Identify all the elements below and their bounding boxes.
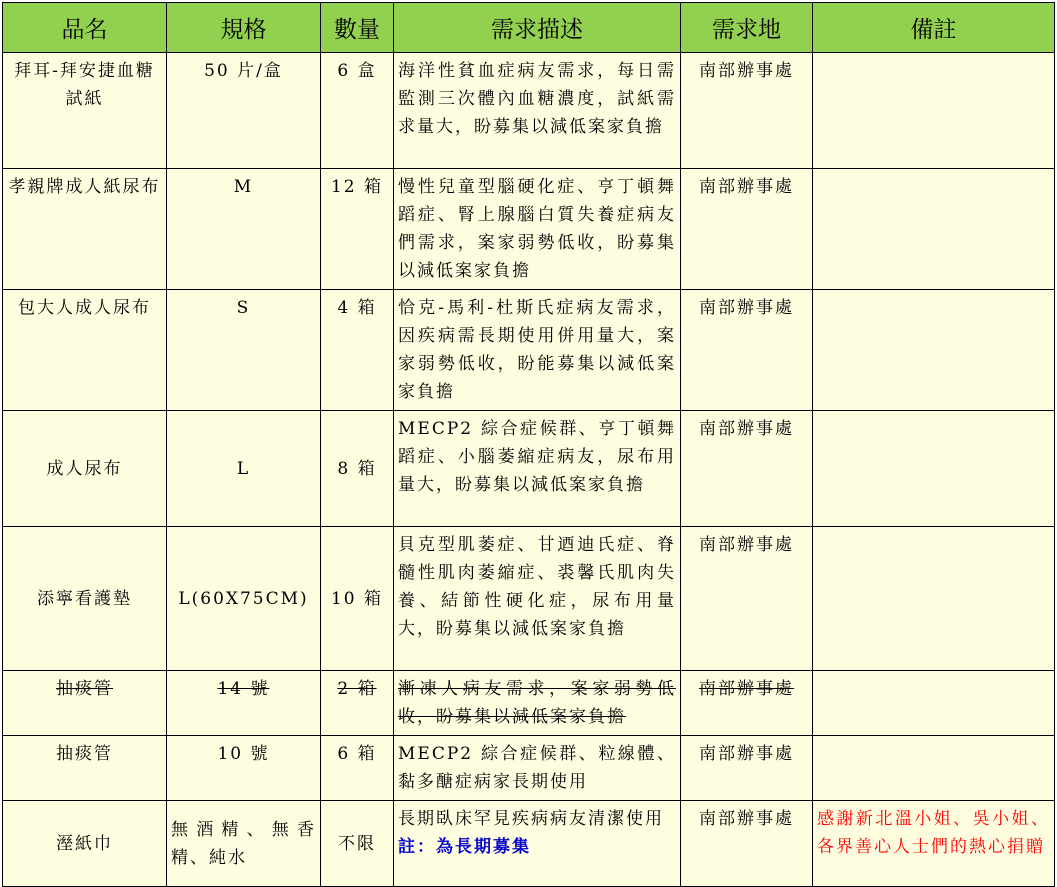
item-location: 南部辦事處 [681, 736, 813, 801]
item-desc: 海洋性貧血症病友需求，每日需監測三次體內血糖濃度，試紙需求量大，盼募集以減低案家負擔 [394, 53, 681, 169]
item-qty: 6 箱 [321, 736, 394, 801]
item-spec: M [167, 169, 321, 290]
item-location: 南部辦事處 [681, 290, 813, 411]
item-spec: 10 號 [167, 736, 321, 801]
table-row [3, 736, 1055, 801]
header-desc: 需求描述 [394, 3, 681, 53]
item-qty: 8 箱 [321, 411, 394, 527]
donation-needs-table [2, 2, 1055, 887]
table-row [3, 671, 1055, 736]
item-spec: 14 號 [167, 671, 321, 736]
long-term-note: 註：為長期募集 [398, 837, 531, 857]
item-name: 抽痰管 [3, 736, 167, 801]
item-location: 南部辦事處 [681, 169, 813, 290]
item-qty: 10 箱 [321, 527, 394, 671]
item-desc: 慢性兒童型腦硬化症、亨丁頓舞蹈症、腎上腺腦白質失養症病友們需求，案家弱勢低收，盼募集以減低案家負擔 [394, 169, 681, 290]
item-name: 拜耳-拜安捷血糖試紙 [3, 53, 167, 169]
table-row [3, 801, 1055, 887]
item-spec: 無酒精、無香精、純水 [167, 801, 321, 887]
header-location: 需求地 [681, 3, 813, 53]
item-location: 南部辦事處 [681, 527, 813, 671]
item-location: 南部辦事處 [681, 671, 813, 736]
item-spec: L(60X75CM) [167, 527, 321, 671]
item-remark [813, 169, 1055, 290]
table-row [3, 290, 1055, 411]
table-row [3, 527, 1055, 671]
table-row [3, 53, 1055, 169]
header-row [3, 3, 1055, 53]
item-remark [813, 53, 1055, 169]
item-location: 南部辦事處 [681, 801, 813, 887]
item-qty: 4 箱 [321, 290, 394, 411]
item-name: 抽痰管 [3, 671, 167, 736]
item-desc: 恰克-馬利-杜斯氏症病友需求，因疾病需長期使用併用量大，案家弱勢低收，盼能募集以減低案家負擔 [394, 290, 681, 411]
item-desc: 貝克型肌萎症、甘迺迪氏症、脊髓性肌肉萎縮症、裘馨氏肌肉失養、結節性硬化症，尿布用量大，盼募集以減低案家負擔 [394, 527, 681, 671]
item-name: 添寧看護墊 [3, 527, 167, 671]
item-spec: L [167, 411, 321, 527]
header-spec: 規格 [167, 3, 321, 53]
item-qty: 6 盒 [321, 53, 394, 169]
item-remark [813, 671, 1055, 736]
item-spec: 50 片/盒 [167, 53, 321, 169]
item-desc: MECP2 綜合症候群、粒線體、黏多醣症病家長期使用 [394, 736, 681, 801]
table-row [3, 411, 1055, 527]
item-location: 南部辦事處 [681, 53, 813, 169]
item-remark [813, 736, 1055, 801]
item-name: 溼紙巾 [3, 801, 167, 887]
item-location: 南部辦事處 [681, 411, 813, 527]
item-desc: MECP2 綜合症候群、亨丁頓舞蹈症、小腦萎縮症病友，尿布用量大，盼募集以減低案家負擔 [394, 411, 681, 527]
header-qty: 數量 [321, 3, 394, 53]
item-name: 孝親牌成人紙尿布 [3, 169, 167, 290]
item-name: 成人尿布 [3, 411, 167, 527]
item-remark [813, 290, 1055, 411]
item-desc: 漸凍人病友需求，案家弱勢低收，盼募集以減低案家負擔 [394, 671, 681, 736]
item-remark [813, 411, 1055, 527]
item-qty: 2 箱 [321, 671, 394, 736]
header-remark: 備註 [813, 3, 1055, 53]
item-desc [394, 801, 681, 887]
item-remark [813, 527, 1055, 671]
table-row [3, 169, 1055, 290]
item-name: 包大人成人尿布 [3, 290, 167, 411]
item-remark: 感謝新北溫小姐、吳小姐、各界善心人士們的熱心捐贈 [813, 801, 1055, 887]
item-qty: 12 箱 [321, 169, 394, 290]
item-qty: 不限 [321, 801, 394, 887]
item-spec: S [167, 290, 321, 411]
item-desc-text: 長期臥床罕見疾病病友清潔使用 [398, 809, 664, 829]
header-name: 品名 [3, 3, 167, 53]
